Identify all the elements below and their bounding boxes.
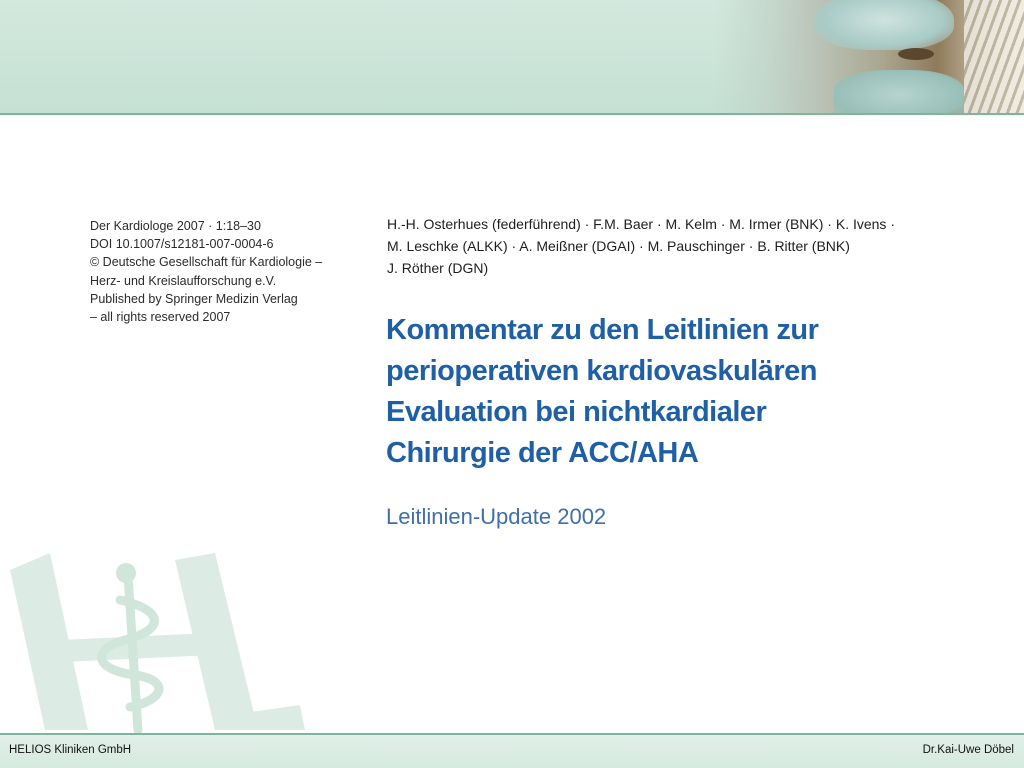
header-band [0,0,1024,115]
surgical-cap [814,0,954,50]
surgeon-photo [714,0,1024,113]
surgical-mask [834,70,964,113]
title-line: Kommentar zu den Leitlinien zur [386,314,819,346]
title-line: perioperativen kardiovaskulären [386,355,817,387]
footer-author: Dr.Kai-Uwe Döbel [922,744,1014,756]
publication-meta [90,217,340,326]
author-line: J. Röther (DGN) [387,260,489,276]
title-line: Evaluation bei nichtkardialer [386,396,767,428]
meta-line: Herz- und Kreislaufforschung e.V. [90,273,277,288]
meta-line: Der Kardiologe 2007 · 1:18–30 [90,219,261,233]
title-line: Chirurgie der ACC/AHA [386,437,699,469]
meta-line: Published by Springer Medizin Verlag [90,291,298,306]
author-line: H.-H. Osterhues (federführend) · F.M. Baer · M. Kelm · M. Irmer (BNK) · K. Ivens · [387,216,895,232]
meta-line: DOI 10.1007/s12181-007-0004-6 [90,237,274,252]
author-list [387,213,947,279]
photo-background-blur [964,0,1024,113]
footer-band [0,735,1024,768]
footer-organization: HELIOS Kliniken GmbH [9,744,132,756]
article-title [386,310,986,474]
helios-logo-watermark [0,545,320,735]
article-subtitle: Leitlinien-Update 2002 [386,504,607,529]
author-line: M. Leschke (ALKK) · A. Meißner (DGAI) · M. Pauschinger · B. Ritter (BNK) [387,238,850,254]
meta-line: – all rights reserved 2007 [90,310,231,325]
meta-line: © Deutsche Gesellschaft für Kardiologie – [90,255,323,270]
surgeon-eye [898,48,934,60]
